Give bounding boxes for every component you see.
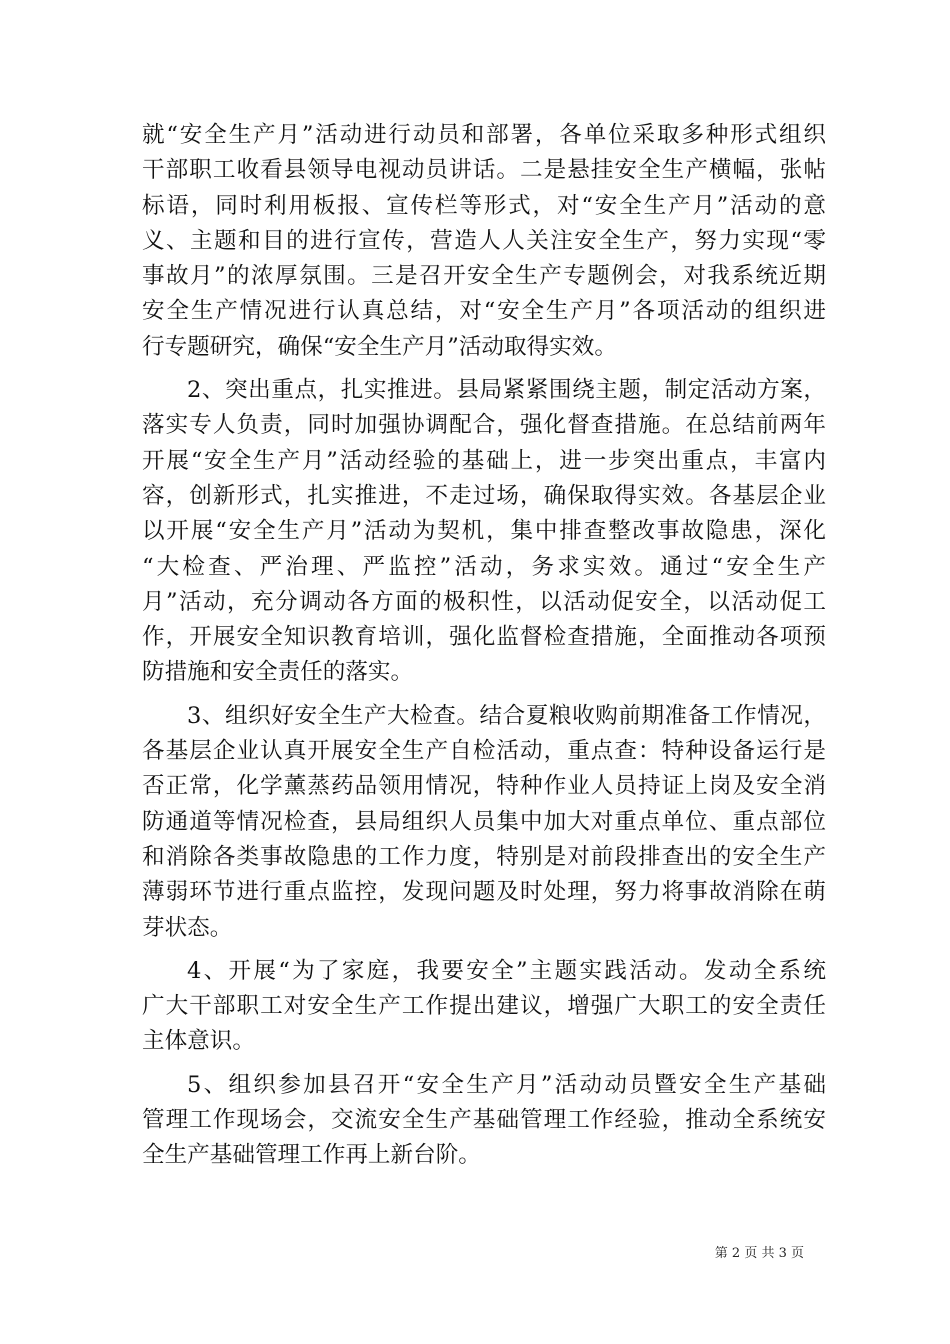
text-line: 3、组织好安全生产大检查。结合夏粮收购前期准备工作情况， bbox=[187, 702, 826, 729]
text-line: 各基层企业认真开展安全生产自检活动，重点查：特种设备运行是 bbox=[142, 738, 826, 765]
text-line: 广大干部职工对安全生产工作提出建议，增强广大职工的安全责任 bbox=[142, 993, 826, 1020]
text-line: 容，创新形式，扎实推进，不走过场，确保取得实效。各基层企业 bbox=[142, 482, 826, 509]
document-body bbox=[142, 118, 826, 1174]
text-line: 义、主题和目的进行宣传，营造人人关注安全生产，努力实现“零 bbox=[142, 227, 826, 254]
text-line: 行专题研究，确保“安全生产月”活动取得实效。 bbox=[142, 333, 617, 360]
paragraph-5 bbox=[142, 1068, 826, 1174]
text-line: 和消除各类事故隐患的工作力度，特别是对前段排查出的安全生产 bbox=[142, 843, 826, 870]
text-line: 薄弱环节进行重点监控，发现问题及时处理，努力将事故消除在萌 bbox=[142, 879, 826, 906]
text-line: 以开展“安全生产月”活动为契机，集中排查整改事故隐患，深化 bbox=[142, 518, 826, 545]
text-line: 干部职工收看县领导电视动员讲话。二是悬挂安全生产横幅，张帖 bbox=[142, 157, 826, 184]
paragraph-1 bbox=[142, 118, 826, 365]
text-line: 防措施和安全责任的落实。 bbox=[142, 659, 414, 686]
paragraph-4 bbox=[142, 954, 826, 1060]
text-line: 月”活动，充分调动各方面的极积性，以活动促安全，以活动促工 bbox=[142, 588, 826, 615]
text-line: 4、开展“为了家庭，我要安全”主题实践活动。发动全系统 bbox=[187, 957, 826, 984]
paragraph-3 bbox=[142, 699, 826, 946]
text-line: 防通道等情况检查，县局组织人员集中加大对重点单位、重点部位 bbox=[142, 808, 826, 835]
page-number: 第 2 页 共 3 页 bbox=[714, 1246, 804, 1261]
text-line: 事故月”的浓厚氛围。三是召开安全生产专题例会，对我系统近期 bbox=[142, 263, 826, 290]
paragraph-2 bbox=[142, 373, 826, 691]
text-line: 安全生产情况进行认真总结，对“安全生产月”各项活动的组织进 bbox=[142, 298, 826, 325]
text-line: 落实专人负责，同时加强协调配合，强化督查措施。在总结前两年 bbox=[142, 412, 826, 439]
text-line: 开展“安全生产月”活动经验的基础上，进一步突出重点，丰富内 bbox=[142, 447, 826, 474]
text-line: 标语，同时利用板报、宣传栏等形式，对“安全生产月”活动的意 bbox=[142, 192, 826, 219]
text-line: 管理工作现场会，交流安全生产基础管理工作经验，推动全系统安 bbox=[142, 1107, 826, 1134]
text-line: 否正常，化学薰蒸药品领用情况，特种作业人员持证上岗及安全消 bbox=[142, 773, 826, 800]
text-line: 5、组织参加县召开“安全生产月”活动动员暨安全生产基础 bbox=[187, 1071, 826, 1098]
text-line: “大检查、严治理、严监控”活动，务求实效。通过“安全生产 bbox=[142, 553, 826, 580]
text-line: 主体意识。 bbox=[142, 1028, 255, 1055]
text-line: 全生产基础管理工作再上新台阶。 bbox=[142, 1142, 481, 1169]
text-line: 就“安全生产月”活动进行动员和部署，各单位采取多种形式组织 bbox=[142, 122, 826, 148]
text-line: 芽状态。 bbox=[142, 914, 233, 941]
text-line: 2、突出重点，扎实推进。县局紧紧围绕主题，制定活动方案， bbox=[187, 377, 826, 404]
text-line: 作，开展安全知识教育培训，强化监督检查措施，全面推动各项预 bbox=[142, 624, 826, 651]
